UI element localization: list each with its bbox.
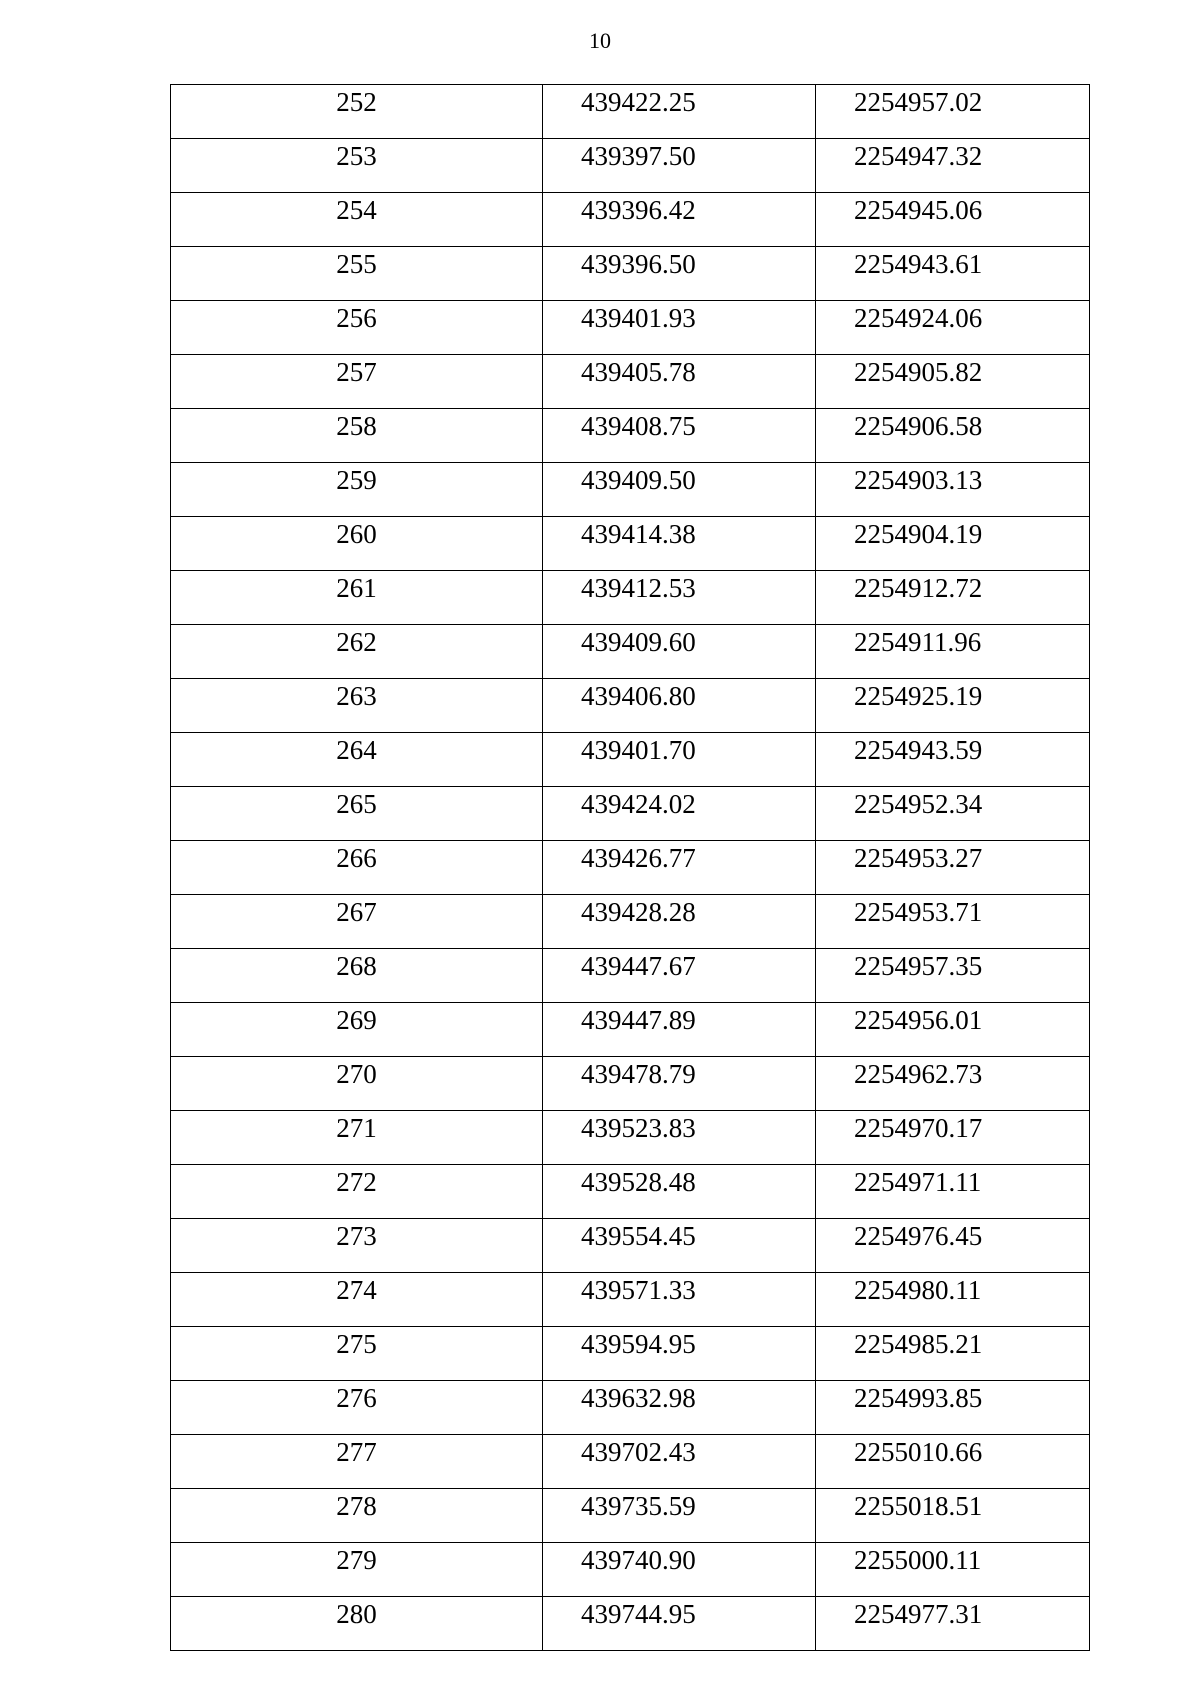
x-coordinate-cell: 439447.67	[543, 949, 816, 1003]
y-coordinate-cell: 2254912.72	[816, 571, 1090, 625]
point-number-cell: 269	[171, 1003, 543, 1057]
table-row	[171, 355, 1090, 409]
coordinates-table-body	[171, 85, 1090, 1651]
point-number-cell: 266	[171, 841, 543, 895]
y-coordinate-cell: 2254957.02	[816, 85, 1090, 139]
table-row	[171, 247, 1090, 301]
x-coordinate-cell: 439422.25	[543, 85, 816, 139]
x-coordinate-cell: 439409.50	[543, 463, 816, 517]
table-row	[171, 193, 1090, 247]
x-coordinate-cell: 439744.95	[543, 1597, 816, 1651]
table-row	[171, 409, 1090, 463]
point-number-cell: 268	[171, 949, 543, 1003]
y-coordinate-cell: 2254947.32	[816, 139, 1090, 193]
table-row	[171, 733, 1090, 787]
x-coordinate-cell: 439740.90	[543, 1543, 816, 1597]
table-row	[171, 787, 1090, 841]
point-number-cell: 272	[171, 1165, 543, 1219]
point-number-cell: 263	[171, 679, 543, 733]
y-coordinate-cell: 2254952.34	[816, 787, 1090, 841]
y-coordinate-cell: 2254925.19	[816, 679, 1090, 733]
point-number-cell: 262	[171, 625, 543, 679]
x-coordinate-cell: 439478.79	[543, 1057, 816, 1111]
table-row	[171, 1489, 1090, 1543]
x-coordinate-cell: 439401.93	[543, 301, 816, 355]
y-coordinate-cell: 2255000.11	[816, 1543, 1090, 1597]
y-coordinate-cell: 2254993.85	[816, 1381, 1090, 1435]
x-coordinate-cell: 439396.42	[543, 193, 816, 247]
table-row	[171, 625, 1090, 679]
y-coordinate-cell: 2254953.71	[816, 895, 1090, 949]
table-row	[171, 1273, 1090, 1327]
x-coordinate-cell: 439523.83	[543, 1111, 816, 1165]
x-coordinate-cell: 439396.50	[543, 247, 816, 301]
point-number-cell: 276	[171, 1381, 543, 1435]
y-coordinate-cell: 2254976.45	[816, 1219, 1090, 1273]
y-coordinate-cell: 2254970.17	[816, 1111, 1090, 1165]
x-coordinate-cell: 439406.80	[543, 679, 816, 733]
x-coordinate-cell: 439408.75	[543, 409, 816, 463]
point-number-cell: 261	[171, 571, 543, 625]
table-row	[171, 679, 1090, 733]
x-coordinate-cell: 439426.77	[543, 841, 816, 895]
x-coordinate-cell: 439632.98	[543, 1381, 816, 1435]
x-coordinate-cell: 439414.38	[543, 517, 816, 571]
table-row	[171, 1543, 1090, 1597]
y-coordinate-cell: 2254980.11	[816, 1273, 1090, 1327]
x-coordinate-cell: 439554.45	[543, 1219, 816, 1273]
point-number-cell: 254	[171, 193, 543, 247]
y-coordinate-cell: 2254985.21	[816, 1327, 1090, 1381]
y-coordinate-cell: 2255010.66	[816, 1435, 1090, 1489]
point-number-cell: 273	[171, 1219, 543, 1273]
x-coordinate-cell: 439409.60	[543, 625, 816, 679]
point-number-cell: 280	[171, 1597, 543, 1651]
y-coordinate-cell: 2254911.96	[816, 625, 1090, 679]
table-row	[171, 139, 1090, 193]
point-number-cell: 257	[171, 355, 543, 409]
y-coordinate-cell: 2254945.06	[816, 193, 1090, 247]
point-number-cell: 259	[171, 463, 543, 517]
x-coordinate-cell: 439702.43	[543, 1435, 816, 1489]
point-number-cell: 274	[171, 1273, 543, 1327]
table-row	[171, 895, 1090, 949]
y-coordinate-cell: 2254905.82	[816, 355, 1090, 409]
point-number-cell: 278	[171, 1489, 543, 1543]
x-coordinate-cell: 439401.70	[543, 733, 816, 787]
table-row	[171, 949, 1090, 1003]
y-coordinate-cell: 2254977.31	[816, 1597, 1090, 1651]
y-coordinate-cell: 2255018.51	[816, 1489, 1090, 1543]
table-row	[171, 1597, 1090, 1651]
coordinates-table	[170, 84, 1090, 1651]
point-number-cell: 265	[171, 787, 543, 841]
table-row	[171, 463, 1090, 517]
y-coordinate-cell: 2254904.19	[816, 517, 1090, 571]
table-row	[171, 301, 1090, 355]
table-row	[171, 1381, 1090, 1435]
y-coordinate-cell: 2254903.13	[816, 463, 1090, 517]
x-coordinate-cell: 439397.50	[543, 139, 816, 193]
y-coordinate-cell: 2254957.35	[816, 949, 1090, 1003]
y-coordinate-cell: 2254924.06	[816, 301, 1090, 355]
table-row	[171, 1219, 1090, 1273]
x-coordinate-cell: 439428.28	[543, 895, 816, 949]
point-number-cell: 256	[171, 301, 543, 355]
x-coordinate-cell: 439571.33	[543, 1273, 816, 1327]
point-number-cell: 255	[171, 247, 543, 301]
x-coordinate-cell: 439424.02	[543, 787, 816, 841]
table-row	[171, 1003, 1090, 1057]
table-row	[171, 1165, 1090, 1219]
table-row	[171, 841, 1090, 895]
x-coordinate-cell: 439594.95	[543, 1327, 816, 1381]
y-coordinate-cell: 2254943.61	[816, 247, 1090, 301]
point-number-cell: 267	[171, 895, 543, 949]
x-coordinate-cell: 439405.78	[543, 355, 816, 409]
table-row	[171, 571, 1090, 625]
point-number-cell: 270	[171, 1057, 543, 1111]
y-coordinate-cell: 2254971.11	[816, 1165, 1090, 1219]
point-number-cell: 275	[171, 1327, 543, 1381]
table-row	[171, 517, 1090, 571]
point-number-cell: 260	[171, 517, 543, 571]
y-coordinate-cell: 2254956.01	[816, 1003, 1090, 1057]
y-coordinate-cell: 2254943.59	[816, 733, 1090, 787]
page-number: 10	[589, 28, 611, 53]
x-coordinate-cell: 439528.48	[543, 1165, 816, 1219]
point-number-cell: 258	[171, 409, 543, 463]
point-number-cell: 277	[171, 1435, 543, 1489]
x-coordinate-cell: 439447.89	[543, 1003, 816, 1057]
table-row	[171, 1327, 1090, 1381]
point-number-cell: 253	[171, 139, 543, 193]
table-row	[171, 85, 1090, 139]
y-coordinate-cell: 2254953.27	[816, 841, 1090, 895]
x-coordinate-cell: 439735.59	[543, 1489, 816, 1543]
table-row	[171, 1435, 1090, 1489]
y-coordinate-cell: 2254962.73	[816, 1057, 1090, 1111]
table-row	[171, 1111, 1090, 1165]
point-number-cell: 264	[171, 733, 543, 787]
point-number-cell: 252	[171, 85, 543, 139]
point-number-cell: 279	[171, 1543, 543, 1597]
point-number-cell: 271	[171, 1111, 543, 1165]
x-coordinate-cell: 439412.53	[543, 571, 816, 625]
table-row	[171, 1057, 1090, 1111]
y-coordinate-cell: 2254906.58	[816, 409, 1090, 463]
